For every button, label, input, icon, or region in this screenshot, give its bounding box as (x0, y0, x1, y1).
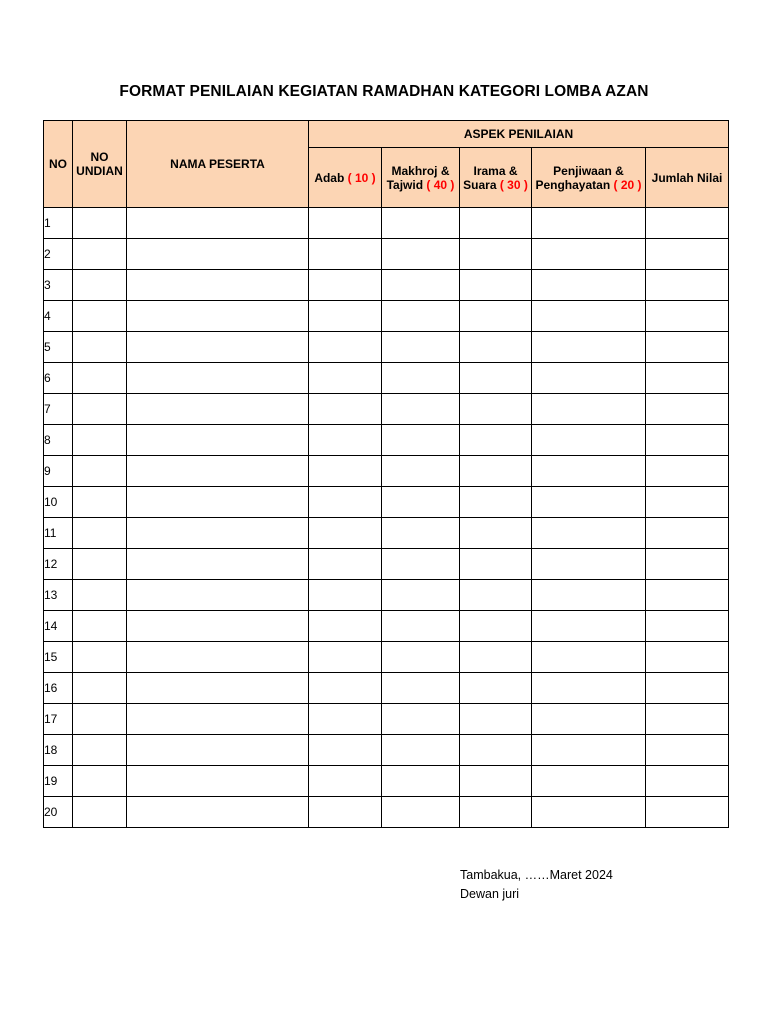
makhroj-tajwid-score-cell[interactable] (382, 673, 460, 704)
row-number: 5 (44, 332, 73, 363)
penjiwaan-penghayatan-score-cell[interactable] (532, 270, 646, 301)
table-row (44, 270, 729, 301)
row-number: 14 (44, 611, 73, 642)
row-number: 8 (44, 425, 73, 456)
no-undian-cell[interactable] (73, 673, 127, 704)
nama-peserta-cell[interactable] (127, 363, 309, 394)
no-undian-cell[interactable] (73, 363, 127, 394)
nama-peserta-cell[interactable] (127, 394, 309, 425)
table-row (44, 518, 729, 549)
irama-suara-score-cell[interactable] (460, 332, 532, 363)
no-undian-cell[interactable] (73, 611, 127, 642)
nama-peserta-cell[interactable] (127, 611, 309, 642)
table-row (44, 549, 729, 580)
nama-peserta-cell[interactable] (127, 425, 309, 456)
jumlah-nilai-cell[interactable] (646, 239, 729, 270)
jumlah-nilai-cell[interactable] (646, 549, 729, 580)
row-number: 4 (44, 301, 73, 332)
penjiwaan-penghayatan-score-cell[interactable] (532, 394, 646, 425)
aspect-label: Makhroj & Tajwid (386, 163, 450, 192)
no-undian-cell[interactable] (73, 270, 127, 301)
irama-suara-score-cell[interactable] (460, 673, 532, 704)
jumlah-nilai-cell[interactable] (646, 394, 729, 425)
penjiwaan-penghayatan-score-cell[interactable] (532, 642, 646, 673)
nama-peserta-cell[interactable] (127, 735, 309, 766)
irama-suara-score-cell[interactable] (460, 735, 532, 766)
makhroj-tajwid-score-cell[interactable] (382, 766, 460, 797)
penjiwaan-penghayatan-score-cell[interactable] (532, 332, 646, 363)
row-number: 7 (44, 394, 73, 425)
jumlah-nilai-cell[interactable] (646, 580, 729, 611)
makhroj-tajwid-score-cell[interactable] (382, 642, 460, 673)
header-jumlah-nilai: Jumlah Nilai (646, 148, 729, 208)
adab-score-cell[interactable] (309, 270, 382, 301)
aspect-label: Irama & Suara (463, 163, 518, 192)
penjiwaan-penghayatan-score-cell[interactable] (532, 673, 646, 704)
penjiwaan-penghayatan-score-cell[interactable] (532, 425, 646, 456)
makhroj-tajwid-score-cell[interactable] (382, 239, 460, 270)
jumlah-nilai-cell[interactable] (646, 735, 729, 766)
row-number: 13 (44, 580, 73, 611)
penjiwaan-penghayatan-score-cell[interactable] (532, 208, 646, 239)
jumlah-nilai-cell[interactable] (646, 332, 729, 363)
no-undian-cell[interactable] (73, 332, 127, 363)
adab-score-cell[interactable] (309, 797, 382, 828)
penjiwaan-penghayatan-score-cell[interactable] (532, 549, 646, 580)
irama-suara-score-cell[interactable] (460, 580, 532, 611)
penjiwaan-penghayatan-score-cell[interactable] (532, 611, 646, 642)
penjiwaan-penghayatan-score-cell[interactable] (532, 363, 646, 394)
irama-suara-score-cell[interactable] (460, 363, 532, 394)
adab-score-cell[interactable] (309, 394, 382, 425)
irama-suara-score-cell[interactable] (460, 704, 532, 735)
adab-score-cell[interactable] (309, 704, 382, 735)
no-undian-cell[interactable] (73, 425, 127, 456)
jumlah-nilai-cell[interactable] (646, 425, 729, 456)
nama-peserta-cell[interactable] (127, 797, 309, 828)
table-row (44, 456, 729, 487)
row-number: 20 (44, 797, 73, 828)
nama-peserta-cell[interactable] (127, 208, 309, 239)
row-number: 10 (44, 487, 73, 518)
irama-suara-score-cell[interactable] (460, 611, 532, 642)
header-no: NO (44, 121, 73, 208)
irama-suara-score-cell[interactable] (460, 425, 532, 456)
no-undian-cell[interactable] (73, 580, 127, 611)
no-undian-cell[interactable] (73, 549, 127, 580)
nama-peserta-cell[interactable] (127, 549, 309, 580)
nama-peserta-cell[interactable] (127, 456, 309, 487)
nama-peserta-cell[interactable] (127, 642, 309, 673)
adab-score-cell[interactable] (309, 549, 382, 580)
makhroj-tajwid-score-cell[interactable] (382, 425, 460, 456)
irama-suara-score-cell[interactable] (460, 239, 532, 270)
jumlah-nilai-cell[interactable] (646, 611, 729, 642)
row-number: 16 (44, 673, 73, 704)
jumlah-nilai-cell[interactable] (646, 673, 729, 704)
penjiwaan-penghayatan-score-cell[interactable] (532, 735, 646, 766)
penjiwaan-penghayatan-score-cell[interactable] (532, 301, 646, 332)
table-row (44, 425, 729, 456)
aspect-points: ( 10 ) (347, 170, 376, 185)
penjiwaan-penghayatan-score-cell[interactable] (532, 797, 646, 828)
row-number: 11 (44, 518, 73, 549)
document-title: FORMAT PENILAIAN KEGIATAN RAMADHAN KATEGORI LOMBA AZAN (119, 83, 649, 100)
makhroj-tajwid-score-cell[interactable] (382, 363, 460, 394)
row-number: 2 (44, 239, 73, 270)
adab-score-cell[interactable] (309, 580, 382, 611)
adab-score-cell[interactable] (309, 642, 382, 673)
irama-suara-score-cell[interactable] (460, 797, 532, 828)
table-row (44, 611, 729, 642)
irama-suara-score-cell[interactable] (460, 208, 532, 239)
table-row (44, 487, 729, 518)
row-number: 15 (44, 642, 73, 673)
adab-score-cell[interactable] (309, 332, 382, 363)
irama-suara-score-cell[interactable] (460, 766, 532, 797)
table-row (44, 394, 729, 425)
row-number: 18 (44, 735, 73, 766)
aspect-points: ( 30 ) (499, 177, 528, 192)
header-aspek-penilaian: ASPEK PENILAIAN (309, 121, 729, 148)
makhroj-tajwid-score-cell[interactable] (382, 580, 460, 611)
row-number: 9 (44, 456, 73, 487)
irama-suara-score-cell[interactable] (460, 301, 532, 332)
no-undian-cell[interactable] (73, 642, 127, 673)
table-row (44, 735, 729, 766)
penjiwaan-penghayatan-score-cell[interactable] (532, 456, 646, 487)
no-undian-cell[interactable] (73, 766, 127, 797)
jumlah-nilai-cell[interactable] (646, 301, 729, 332)
irama-suara-score-cell[interactable] (460, 518, 532, 549)
irama-suara-score-cell[interactable] (460, 487, 532, 518)
row-number: 12 (44, 549, 73, 580)
penjiwaan-penghayatan-score-cell[interactable] (532, 766, 646, 797)
makhroj-tajwid-score-cell[interactable] (382, 611, 460, 642)
adab-score-cell[interactable] (309, 487, 382, 518)
nama-peserta-cell[interactable] (127, 301, 309, 332)
no-undian-cell[interactable] (73, 487, 127, 518)
nama-peserta-cell[interactable] (127, 673, 309, 704)
irama-suara-score-cell[interactable] (460, 456, 532, 487)
header-nama-peserta: NAMA PESERTA (127, 121, 309, 208)
nama-peserta-cell[interactable] (127, 518, 309, 549)
nama-peserta-cell[interactable] (127, 487, 309, 518)
row-number: 1 (44, 208, 73, 239)
header-aspect-irama-suara (460, 148, 532, 208)
adab-score-cell[interactable] (309, 518, 382, 549)
makhroj-tajwid-score-cell[interactable] (382, 549, 460, 580)
table-row (44, 332, 729, 363)
jumlah-nilai-cell[interactable] (646, 456, 729, 487)
adab-score-cell[interactable] (309, 673, 382, 704)
row-number: 17 (44, 704, 73, 735)
penjiwaan-penghayatan-score-cell[interactable] (532, 239, 646, 270)
jumlah-nilai-cell[interactable] (646, 270, 729, 301)
aspect-label: Adab (314, 170, 345, 185)
no-undian-cell[interactable] (73, 394, 127, 425)
aspect-points: ( 20 ) (613, 177, 642, 192)
irama-suara-score-cell[interactable] (460, 642, 532, 673)
adab-score-cell[interactable] (309, 301, 382, 332)
table-row (44, 239, 729, 270)
irama-suara-score-cell[interactable] (460, 394, 532, 425)
makhroj-tajwid-score-cell[interactable] (382, 456, 460, 487)
jumlah-nilai-cell[interactable] (646, 642, 729, 673)
jumlah-nilai-cell[interactable] (646, 797, 729, 828)
adab-score-cell[interactable] (309, 208, 382, 239)
table-body (44, 208, 729, 828)
table-row (44, 673, 729, 704)
header-no-undian: NO UNDIAN (73, 121, 127, 208)
table-row (44, 642, 729, 673)
row-number: 19 (44, 766, 73, 797)
makhroj-tajwid-score-cell[interactable] (382, 270, 460, 301)
adab-score-cell[interactable] (309, 735, 382, 766)
makhroj-tajwid-score-cell[interactable] (382, 301, 460, 332)
aspect-label: Penjiwaan & Penghayatan (535, 163, 624, 192)
no-undian-cell[interactable] (73, 301, 127, 332)
assessment-table (43, 120, 729, 828)
table-row (44, 580, 729, 611)
penjiwaan-penghayatan-score-cell[interactable] (532, 487, 646, 518)
nama-peserta-cell[interactable] (127, 270, 309, 301)
signature-block (460, 866, 613, 904)
makhroj-tajwid-score-cell[interactable] (382, 394, 460, 425)
no-undian-cell[interactable] (73, 208, 127, 239)
irama-suara-score-cell[interactable] (460, 549, 532, 580)
aspect-points: ( 40 ) (426, 177, 455, 192)
table-row (44, 301, 729, 332)
penjiwaan-penghayatan-score-cell[interactable] (532, 518, 646, 549)
jumlah-nilai-cell[interactable] (646, 518, 729, 549)
makhroj-tajwid-score-cell[interactable] (382, 797, 460, 828)
no-undian-cell[interactable] (73, 456, 127, 487)
signature-role: Dewan juri (460, 887, 520, 901)
makhroj-tajwid-score-cell[interactable] (382, 735, 460, 766)
jumlah-nilai-cell[interactable] (646, 208, 729, 239)
makhroj-tajwid-score-cell[interactable] (382, 704, 460, 735)
adab-score-cell[interactable] (309, 456, 382, 487)
nama-peserta-cell[interactable] (127, 766, 309, 797)
signature-place-date: Tambakua, ……Maret 2024 (460, 868, 613, 882)
header-aspect-adab (309, 148, 382, 208)
nama-peserta-cell[interactable] (127, 239, 309, 270)
adab-score-cell[interactable] (309, 363, 382, 394)
table-row (44, 797, 729, 828)
no-undian-cell[interactable] (73, 704, 127, 735)
table-row (44, 766, 729, 797)
jumlah-nilai-cell[interactable] (646, 487, 729, 518)
row-number: 3 (44, 270, 73, 301)
makhroj-tajwid-score-cell[interactable] (382, 332, 460, 363)
penjiwaan-penghayatan-score-cell[interactable] (532, 580, 646, 611)
no-undian-cell[interactable] (73, 239, 127, 270)
jumlah-nilai-cell[interactable] (646, 704, 729, 735)
makhroj-tajwid-score-cell[interactable] (382, 518, 460, 549)
table-row (44, 363, 729, 394)
adab-score-cell[interactable] (309, 239, 382, 270)
jumlah-nilai-cell[interactable] (646, 363, 729, 394)
no-undian-cell[interactable] (73, 797, 127, 828)
makhroj-tajwid-score-cell[interactable] (382, 208, 460, 239)
row-number: 6 (44, 363, 73, 394)
makhroj-tajwid-score-cell[interactable] (382, 487, 460, 518)
jumlah-nilai-cell[interactable] (646, 766, 729, 797)
table-row (44, 704, 729, 735)
nama-peserta-cell[interactable] (127, 332, 309, 363)
nama-peserta-cell[interactable] (127, 704, 309, 735)
nama-peserta-cell[interactable] (127, 580, 309, 611)
table-row (44, 208, 729, 239)
no-undian-cell[interactable] (73, 518, 127, 549)
header-aspect-makhroj-tajwid (382, 148, 460, 208)
penjiwaan-penghayatan-score-cell[interactable] (532, 704, 646, 735)
header-aspect-penjiwaan-penghayatan (532, 148, 646, 208)
adab-score-cell[interactable] (309, 425, 382, 456)
adab-score-cell[interactable] (309, 766, 382, 797)
no-undian-cell[interactable] (73, 735, 127, 766)
adab-score-cell[interactable] (309, 611, 382, 642)
irama-suara-score-cell[interactable] (460, 270, 532, 301)
